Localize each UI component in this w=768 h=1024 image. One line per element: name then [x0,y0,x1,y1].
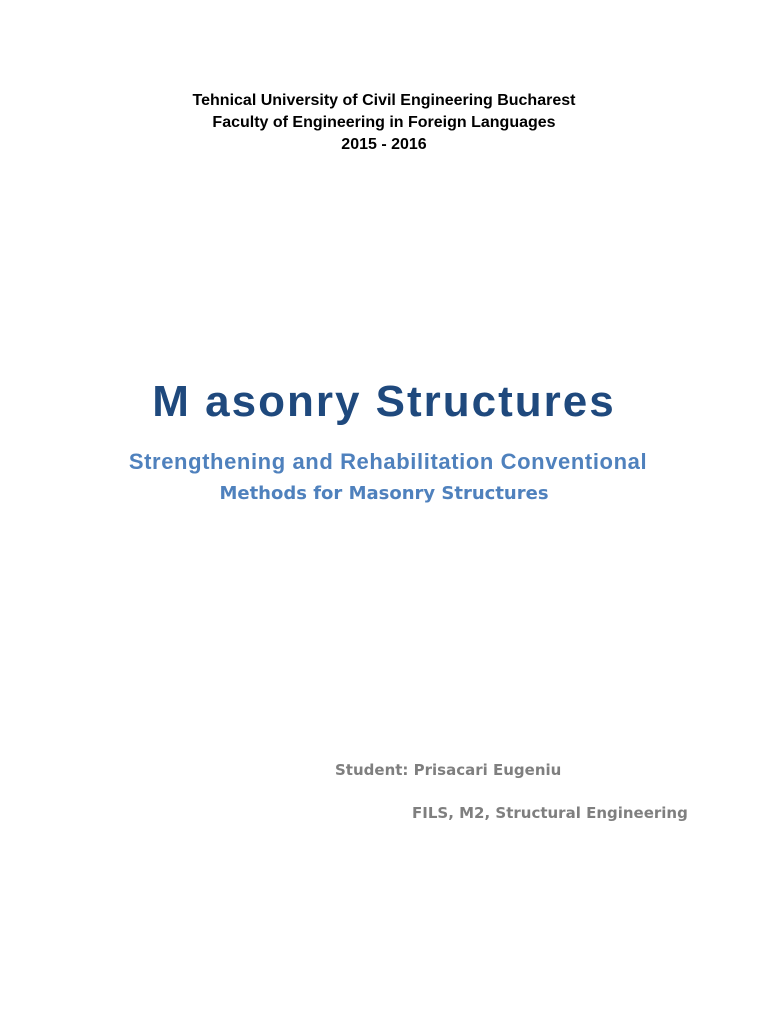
institution-header [0,90,768,156]
subtitle-line-1: Strengthening and Rehabilitation Conventional [128,449,648,474]
document-title: M asonry Structures [152,377,616,426]
program-info: FILS, M2, Structural Engineering [412,804,688,822]
academic-years: 2015 - 2016 [341,136,427,153]
university-name: Tehnical University of Civil Engineering Bucharest [192,92,576,109]
student-name: Student: Prisacari Eugeniu [335,761,562,779]
faculty-name: Faculty of Engineering in Foreign Languages [212,114,556,131]
subtitle-line-2: Methods for Masonry Structures [219,483,549,504]
